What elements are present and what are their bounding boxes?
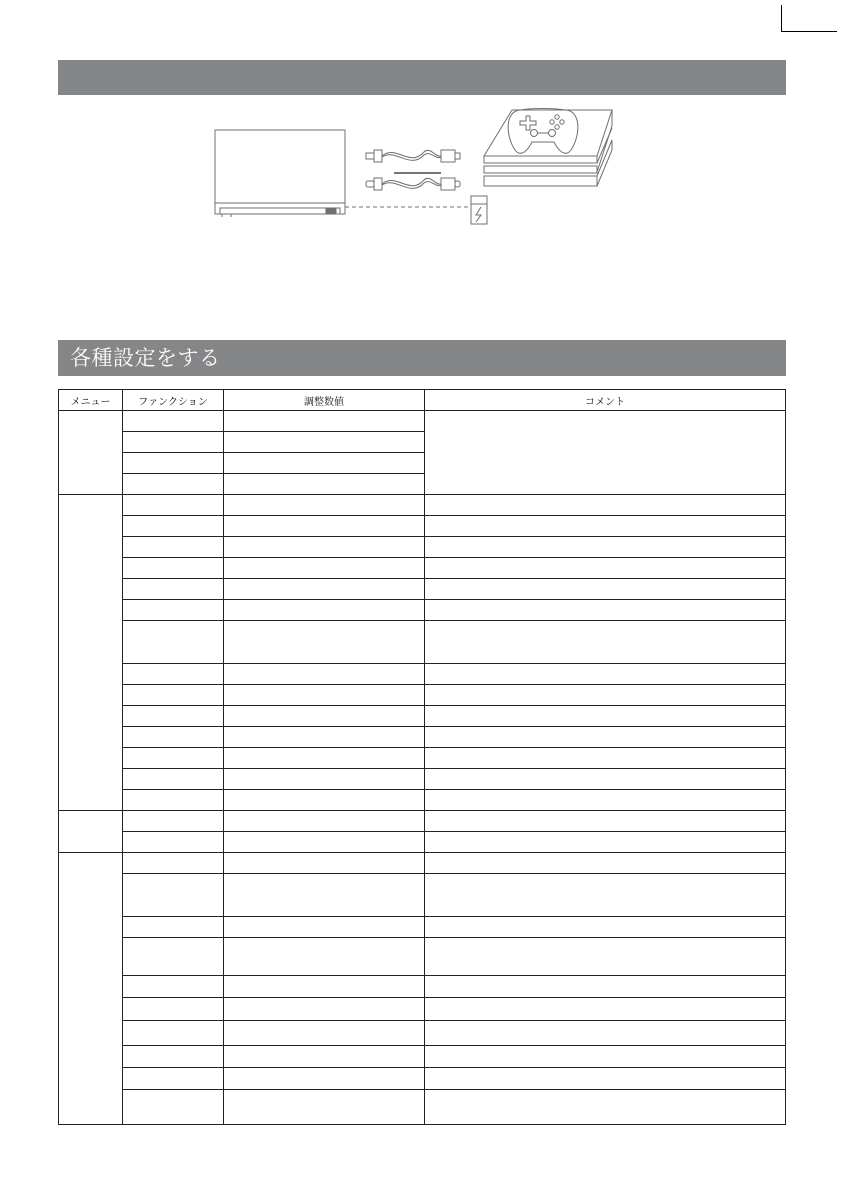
comment-cell (425, 976, 786, 998)
table-row (59, 727, 786, 748)
table-row (59, 1021, 786, 1046)
function-cell (123, 998, 224, 1021)
comment-cell (425, 853, 786, 874)
comment-cell (425, 1068, 786, 1090)
function-cell (123, 411, 224, 432)
table-row (59, 411, 786, 432)
table-row (59, 558, 786, 579)
function-cell (123, 453, 224, 474)
value-cell (224, 1068, 425, 1090)
table-row (59, 495, 786, 516)
value-cell (224, 537, 425, 558)
comment-cell (425, 579, 786, 600)
table-row (59, 537, 786, 558)
value-cell (224, 976, 425, 998)
function-cell (123, 537, 224, 558)
comment-cell (425, 938, 786, 976)
function-cell (123, 790, 224, 811)
function-cell (123, 685, 224, 706)
value-cell (224, 917, 425, 938)
comment-cell (425, 1046, 786, 1068)
header-menu: メニュー (59, 390, 123, 411)
table-header-row (59, 390, 786, 411)
table-row (59, 1046, 786, 1068)
value-cell (224, 727, 425, 748)
function-cell (123, 558, 224, 579)
table-row (59, 1090, 786, 1125)
header-function: ファンクション (123, 390, 224, 411)
comment-cell (425, 769, 786, 790)
value-cell (224, 1046, 425, 1068)
table-row (59, 685, 786, 706)
comment-cell (425, 811, 786, 832)
table-row (59, 790, 786, 811)
table-row (59, 516, 786, 537)
function-cell (123, 474, 224, 495)
value-cell (224, 874, 425, 917)
table-row (59, 811, 786, 832)
usb-cable-icon (366, 178, 460, 190)
table-row (59, 621, 786, 664)
value-cell (224, 579, 425, 600)
header-comment: コメント (425, 390, 786, 411)
table-row (59, 998, 786, 1021)
table-body (59, 411, 786, 1125)
value-cell (224, 938, 425, 976)
comment-cell (425, 558, 786, 579)
value-cell (224, 432, 425, 453)
function-cell (123, 976, 224, 998)
value-cell (224, 811, 425, 832)
comment-cell (425, 874, 786, 917)
gamepad-icon (508, 109, 578, 154)
comment-cell (425, 832, 786, 853)
table-row (59, 600, 786, 621)
value-cell (224, 516, 425, 537)
power-adapter-icon (471, 196, 487, 224)
table-row (59, 938, 786, 976)
comment-cell (425, 600, 786, 621)
section-2-header-bar (58, 340, 786, 376)
function-cell (123, 832, 224, 853)
value-cell (224, 685, 425, 706)
function-cell (123, 495, 224, 516)
function-cell (123, 579, 224, 600)
value-cell (224, 495, 425, 516)
value-cell (224, 769, 425, 790)
function-cell (123, 769, 224, 790)
menu-cell (59, 811, 123, 853)
settings-table (58, 389, 786, 1125)
function-cell (123, 874, 224, 917)
game-console-icon (484, 110, 612, 186)
function-cell (123, 727, 224, 748)
menu-cell (59, 853, 123, 1125)
table-row (59, 853, 786, 874)
connection-diagram (0, 0, 842, 330)
function-cell (123, 706, 224, 727)
table-row (59, 579, 786, 600)
header-value: 調整数値 (224, 390, 425, 411)
comment-cell (425, 621, 786, 664)
menu-cell (59, 411, 123, 495)
comment-cell (425, 727, 786, 748)
function-cell (123, 1090, 224, 1125)
function-cell (123, 664, 224, 685)
value-cell (224, 853, 425, 874)
value-cell (224, 1090, 425, 1125)
value-cell (224, 706, 425, 727)
value-cell (224, 748, 425, 769)
comment-cell (425, 537, 786, 558)
table-row (59, 976, 786, 998)
value-cell (224, 600, 425, 621)
comment-cell (425, 411, 786, 495)
value-cell (224, 621, 425, 664)
table-row (59, 706, 786, 727)
function-cell (123, 432, 224, 453)
table-row (59, 664, 786, 685)
comment-cell (425, 748, 786, 769)
comment-cell (425, 917, 786, 938)
table-row (59, 917, 786, 938)
monitor-icon (215, 130, 345, 217)
comment-cell (425, 706, 786, 727)
table-row (59, 832, 786, 853)
function-cell (123, 853, 224, 874)
value-cell (224, 474, 425, 495)
table-row (59, 874, 786, 917)
value-cell (224, 558, 425, 579)
value-cell (224, 790, 425, 811)
hdmi-cable-icon (366, 150, 460, 162)
function-cell (123, 811, 224, 832)
comment-cell (425, 516, 786, 537)
value-cell (224, 998, 425, 1021)
comment-cell (425, 1021, 786, 1046)
function-cell (123, 600, 224, 621)
function-cell (123, 1021, 224, 1046)
table-row (59, 1068, 786, 1090)
table-row (59, 769, 786, 790)
comment-cell (425, 998, 786, 1021)
table-row (59, 748, 786, 769)
function-cell (123, 1046, 224, 1068)
menu-cell (59, 495, 123, 811)
section-2-title: 各種設定をする (70, 346, 221, 370)
value-cell (224, 1021, 425, 1046)
value-cell (224, 411, 425, 432)
function-cell (123, 621, 224, 664)
comment-cell (425, 790, 786, 811)
function-cell (123, 516, 224, 537)
value-cell (224, 832, 425, 853)
function-cell (123, 1068, 224, 1090)
value-cell (224, 453, 425, 474)
function-cell (123, 748, 224, 769)
function-cell (123, 917, 224, 938)
function-cell (123, 938, 224, 976)
comment-cell (425, 664, 786, 685)
comment-cell (425, 495, 786, 516)
value-cell (224, 664, 425, 685)
comment-cell (425, 685, 786, 706)
comment-cell (425, 1090, 786, 1125)
